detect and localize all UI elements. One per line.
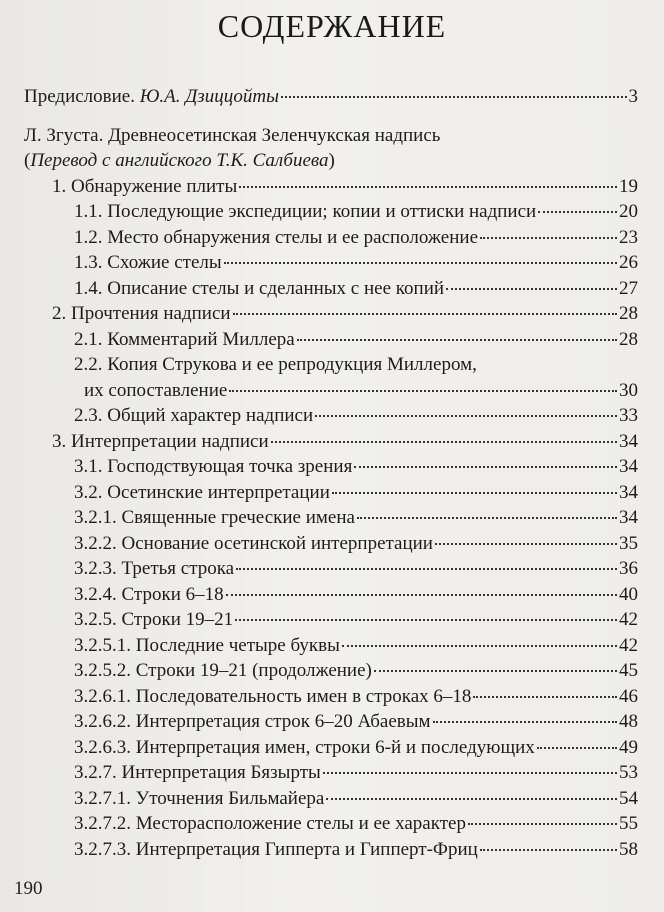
toc-entry-label: 3.2.5. Строки 19–21 [74,609,234,630]
preface-author: Ю.А. Дзиццойты [139,86,280,107]
leader-dots [537,747,617,749]
toc-entry-label: 3.2.3. Третья строка [74,558,235,579]
leader-dots [229,390,617,392]
toc-entry-label: 3.2.4. Строки 6–18 [74,583,224,605]
toc-entry-label: 3.2.6.1. Последовательность имен в строках 6–18 [74,685,472,707]
page-ref: 28 [619,328,638,350]
toc-entry[interactable] [24,658,638,684]
page-ref: 53 [619,762,638,783]
page-ref: 26 [619,252,638,273]
leader-dots [326,798,617,800]
toc-entry-label: 3.2. Осетинские интерпретации [74,481,330,503]
toc-entry[interactable] [24,837,638,863]
toc-entry[interactable] [24,250,638,276]
page-ref: 33 [619,405,638,426]
toc-entry[interactable] [24,199,638,225]
page-ref: 42 [619,634,638,656]
toc-entry[interactable] [24,480,638,506]
page-number: 190 [14,878,43,899]
toc-entry[interactable] [24,811,638,837]
leader-dots [354,466,617,468]
toc-entry[interactable] [24,327,638,353]
toc-entry[interactable] [24,301,638,327]
leader-dots [271,441,617,443]
leader-dots [239,186,617,188]
leader-dots [281,96,626,98]
toc-entry[interactable] [24,429,638,455]
leader-dots [315,415,617,417]
page-ref: 36 [619,558,638,579]
toc-entry-label: 3.2.6.2. Интерпретация строк 6–20 Абаевым [74,711,431,732]
page-ref: 58 [619,838,638,860]
leader-dots [233,313,617,315]
toc-entry-label: 3.2.1. Священные греческие имена [74,507,355,528]
leader-dots [433,721,617,723]
toc-entry[interactable] [24,276,638,302]
toc-entry[interactable] [24,505,638,531]
toc-entry-label: 2.1. Комментарий Миллера [74,328,295,350]
toc-entry-label: 3.2.5.1. Последние четыре буквы [74,634,340,656]
toc-entry-label: 3. Интерпретации надписи [52,430,269,452]
page-ref: 23 [619,226,638,248]
page-ref: 49 [619,736,638,758]
toc-entry-label: 3.2.6.3. Интерпретация имен, строки 6-й и последующих [74,736,535,758]
page-ref: 54 [619,787,638,809]
page-ref: 30 [619,379,638,401]
leader-dots [357,517,617,519]
page-ref: 34 [619,481,638,503]
toc-entry[interactable] [24,174,638,200]
toc-entry-label: 3.2.5.2. Строки 19–21 (продолжение) [74,660,372,681]
leader-dots [446,288,617,290]
leader-dots [480,849,617,851]
toc-entry[interactable] [24,403,638,429]
toc-entry-label: 3.2.7.1. Уточнения Бильмайера [74,787,325,809]
page-ref: 34 [619,456,638,477]
toc-entry-label: 1.3. Схожие стелы [74,252,222,273]
toc-entry-label: 3.2.2. Основание осетинской интерпретации [74,532,433,554]
leader-dots [323,772,617,774]
toc-entry[interactable] [24,531,638,557]
leader-dots [473,696,617,698]
toc-entry-label: 3.2.7.3. Интерпретация Гипперта и Гипперт-Фриц [74,838,478,860]
toc-entry[interactable] [24,556,638,582]
toc-entry-label: 1.1. Последующие экспедиции; копии и оттиски надписи [74,201,537,222]
toc-entry-label: 2. Прочтения надписи [52,303,231,324]
toc-entry[interactable] [24,786,638,812]
leader-dots [224,262,617,264]
toc-entry-label: их сопоставление [84,379,228,401]
leader-dots [226,594,617,596]
preface-label: Предисловие. [24,86,140,107]
page-ref: 28 [619,303,638,324]
page-ref: 34 [619,507,638,528]
toc-entry[interactable] [24,709,638,735]
page-ref: 34 [619,430,638,452]
toc-entry[interactable] [24,760,638,786]
page-ref: 20 [619,201,638,222]
toc-entry[interactable] [24,735,638,761]
toc-entry[interactable] [24,582,638,608]
toc-entry[interactable] [24,454,638,480]
toc-entries [24,174,638,863]
toc-entry-label: 3.1. Господствующая точка зрения [74,456,353,477]
page-title: СОДЕРЖАНИЕ [217,8,447,44]
leader-dots [342,645,617,647]
leader-dots [235,619,617,621]
page-ref: 19 [619,175,638,197]
toc-entry-preface[interactable] [24,84,638,110]
leader-dots [297,339,617,341]
toc-entry[interactable] [24,352,638,378]
page-ref: 55 [619,813,638,834]
leader-dots [480,237,617,239]
leader-dots [332,492,617,494]
toc-entry[interactable] [24,684,638,710]
toc-entry[interactable] [24,225,638,251]
part-title: Л. Згуста. Древнеосетинская Зеленчукская надпись [24,124,441,146]
page-ref: 48 [619,711,638,732]
toc-entry-label: 1.2. Место обнаружения стелы и ее расположение [74,226,479,248]
toc-entry-label: 2.3. Общий характер надписи [74,405,314,426]
toc-entry[interactable] [24,378,638,404]
part-subtitle: (Перевод с английского Т.К. Салбиева) [24,150,335,171]
toc-entry-label: 3.2.7. Интерпретация Бязырты [74,762,321,783]
page-ref: 3 [628,86,638,107]
leader-dots [236,568,617,570]
toc-entry-label: 3.2.7.2. Месторасположение стелы и ее характер [74,813,466,834]
leader-dots [374,670,617,672]
page-ref: 35 [619,532,638,554]
page-ref: 42 [619,609,638,630]
page-ref: 46 [619,685,638,707]
leader-dots [538,211,617,213]
toc-entry[interactable] [24,607,638,633]
page-ref: 40 [619,583,638,605]
leader-dots [435,543,617,545]
page-ref: 27 [619,277,638,299]
table-of-contents [24,84,638,862]
toc-entry-label: 1.4. Описание стелы и сделанных с нее копий [74,277,445,299]
toc-entry-label: 1. Обнаружение плиты [52,175,238,197]
page-ref: 45 [619,660,638,681]
leader-dots [468,823,617,825]
toc-entry-label: 2.2. Копия Струкова и ее репродукция Миллером, [74,354,477,375]
toc-entry[interactable] [24,633,638,659]
